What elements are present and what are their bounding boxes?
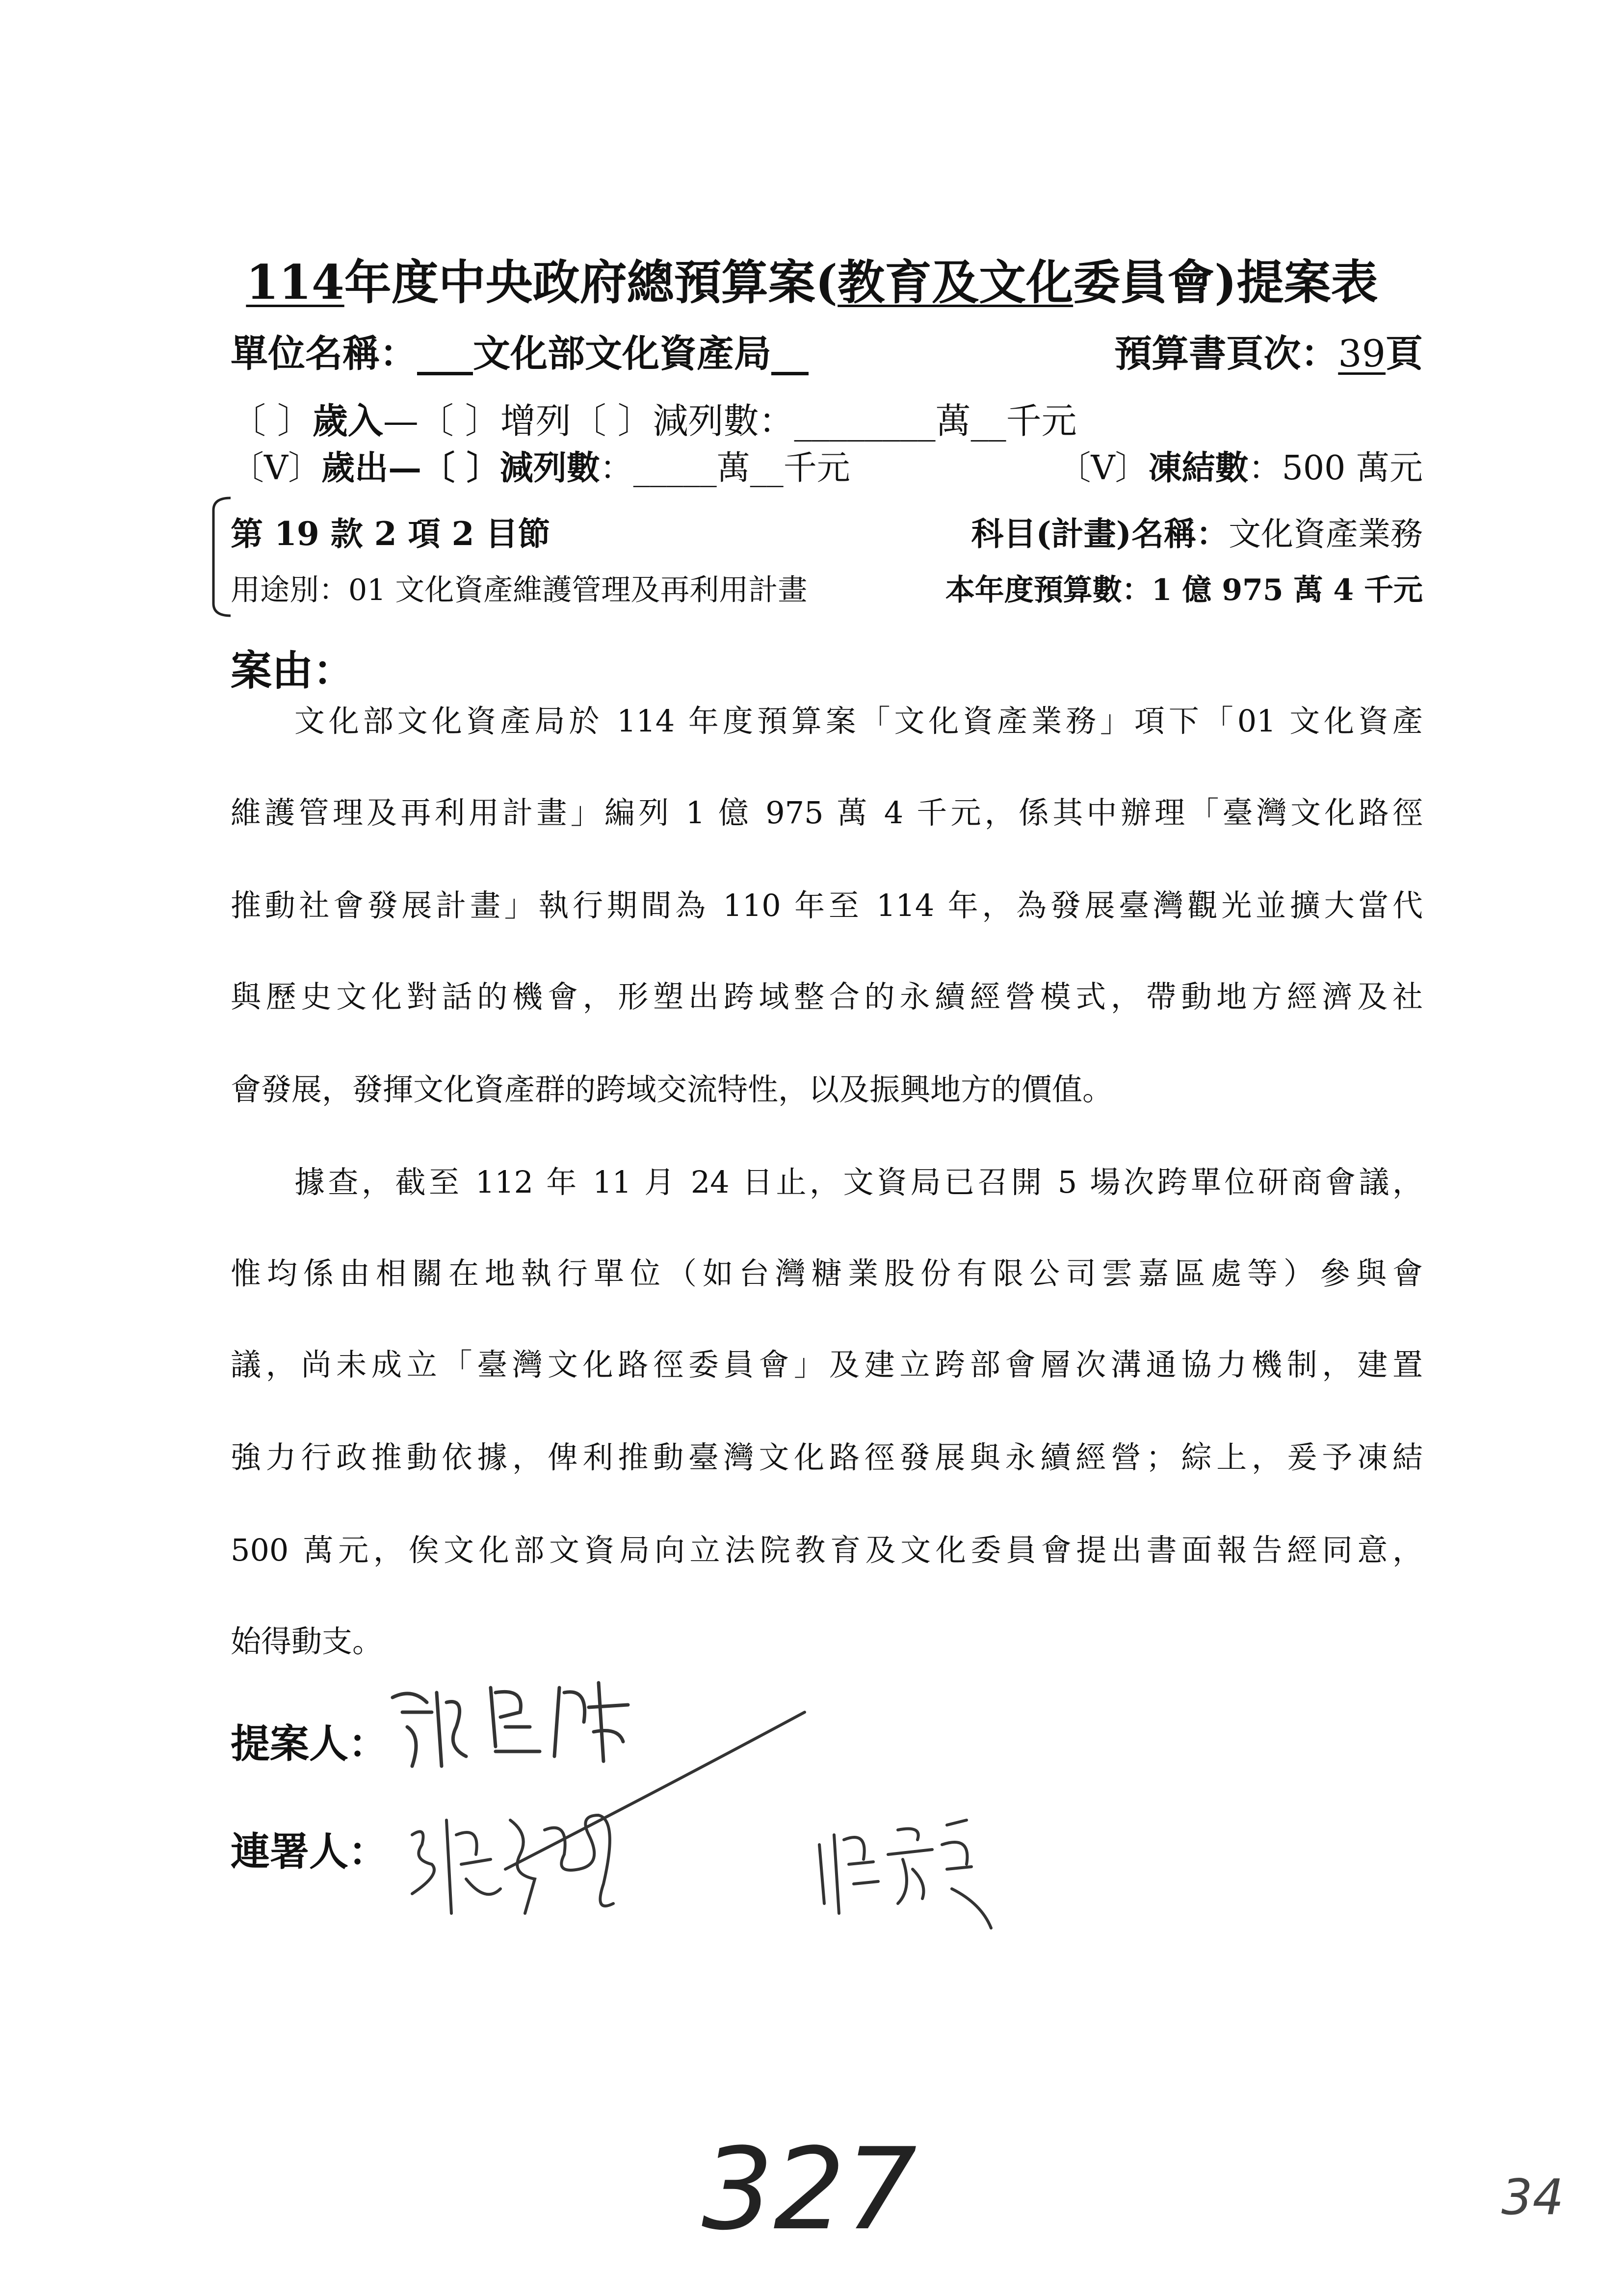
expenditure-label: 歲出—〔 〕減列數 — [321, 448, 600, 488]
title-committee: 教育及文化 — [838, 255, 1074, 310]
freeze-value: ：500 萬元 — [1248, 449, 1423, 488]
expenditure-checkbox: 〔V〕 — [231, 449, 322, 488]
item-row — [231, 508, 1423, 554]
revenue-rest: —〔 〕增列〔 〕減列數：________萬__千元 — [383, 400, 1077, 442]
title-year: 114 — [246, 255, 344, 310]
paragraph1-line: 與歷史文化對話的機會，形塑出跨域整合的永續經營模式，帶動地方經濟及社 — [231, 979, 1423, 1015]
unit-value: ___文化部文化資產局__ — [417, 332, 809, 375]
budget-value: 1 億 975 萬 4 千元 — [1151, 573, 1423, 607]
proposer-label: 提案人： — [231, 1721, 388, 1767]
page-label: 預算書頁次： — [1114, 332, 1338, 375]
document-title — [0, 245, 1624, 313]
paragraph1-line: 會發展，發揮文化資產群的跨域交流特性，以及振興地方的價值。 — [231, 1071, 1113, 1107]
subject-value: 文化資產業務 — [1229, 515, 1423, 553]
handwritten-page-number: 34 — [1501, 2168, 1564, 2226]
proposer-signature — [393, 1683, 628, 1766]
cosigner-label: 連署人： — [231, 1828, 388, 1875]
purpose-row — [231, 567, 1423, 609]
subject-label: 科目(計畫)名稱： — [971, 515, 1229, 553]
unit-label: 單位名稱： — [231, 332, 417, 375]
cosigner-signature-1 — [412, 1712, 805, 1913]
freeze-checkbox: 〔V〕 — [1057, 449, 1149, 488]
purpose-text: 用途別：01 文化資產維護管理及再利用計畫 — [231, 573, 808, 607]
paragraph2-line: 強力行政推動依據，俾利推動臺灣文化路徑發展與永續經營；綜上，爰予凍結 — [231, 1439, 1423, 1475]
title-part2: 委員會)提案表 — [1073, 255, 1378, 310]
item-section: 第 19 款 2 項 2 目節 — [231, 515, 550, 553]
expenditure-rest: ：_____萬__千元 — [600, 449, 850, 488]
paragraph1-line: 推動社會發展計畫」執行期間為 110 年至 114 年，為發展臺灣觀光並擴大當代 — [231, 887, 1423, 923]
revenue-label: 歲入 — [312, 400, 383, 442]
handwritten-signatures — [383, 1658, 1119, 1972]
title-part1: 年度中央政府總預算案( — [344, 255, 838, 310]
reason-heading: 案由： — [231, 646, 355, 695]
cosigner-signature-2 — [819, 1820, 991, 1928]
handwritten-stamp-number: 327 — [702, 2124, 917, 2255]
paragraph2-line: 議，尚未成立「臺灣文化路徑委員會」及建立跨部會層次溝通協力機制，建置 — [231, 1347, 1423, 1383]
unit-row — [231, 324, 1423, 377]
paragraph1-line: 文化部文化資產局於 114 年度預算案「文化資產業務」項下「01 文化資產 — [294, 703, 1423, 739]
paragraph1-line: 維護管理及再利用計畫」編列 1 億 975 萬 4 千元，係其中辦理「臺灣文化路徑 — [231, 795, 1423, 831]
paragraph2-line: 據查，截至 112 年 11 月 24 日止，文資局已召開 5 場次跨單位研商會議， — [294, 1164, 1423, 1200]
revenue-row — [231, 392, 1423, 444]
paragraph2-line: 始得動支。 — [231, 1623, 383, 1659]
page-unit: 頁 — [1386, 332, 1423, 375]
page-value: 39 — [1338, 332, 1386, 375]
revenue-checkbox: 〔 〕 — [231, 400, 313, 442]
budget-label: 本年度預算數： — [945, 573, 1152, 607]
paragraph2-line: 惟均係由相關在地執行單位（如台灣糖業股份有限公司雲嘉區處等）參與會 — [231, 1255, 1423, 1291]
paragraph2-line: 500 萬元，俟文化部文資局向立法院教育及文化委員會提出書面報告經同意， — [231, 1532, 1423, 1568]
expenditure-row — [231, 442, 1423, 489]
freeze-label: 凍結數 — [1148, 448, 1249, 488]
